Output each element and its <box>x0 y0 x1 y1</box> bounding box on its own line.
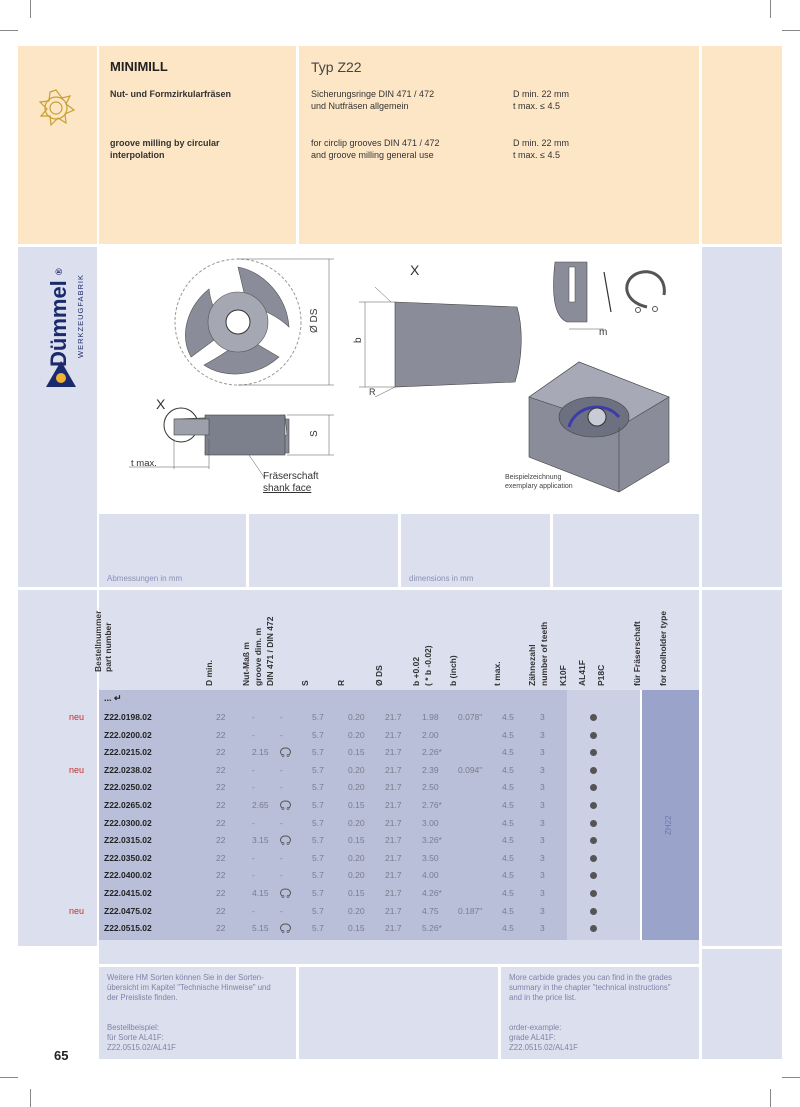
application-block <box>529 362 669 492</box>
tmax-1: t max. ≤ 4.5 <box>513 101 560 111</box>
circlip-icon <box>280 800 291 812</box>
cell-s: 5.7 <box>312 817 324 828</box>
cell-s: 5.7 <box>312 870 324 881</box>
table-row <box>100 762 640 780</box>
table-row <box>100 867 640 885</box>
footer-en-ex-2: grade AL41F: <box>509 1033 556 1042</box>
header-right-panel <box>702 46 782 244</box>
cell-m2: - <box>280 729 283 740</box>
cell-b: 4.75 <box>422 905 439 916</box>
caption-cell <box>553 514 699 587</box>
cell-r: 0.20 <box>348 852 365 863</box>
cell-dmin: 22 <box>216 852 226 863</box>
type-title: Typ Z22 <box>311 59 362 75</box>
cell-dmin: 22 <box>216 782 226 793</box>
cell-ds: 21.7 <box>385 870 402 881</box>
cell-m: - <box>252 782 255 793</box>
dims-caption-en: dimensions in mm <box>409 574 474 583</box>
cell-m: 3.15 <box>252 835 269 846</box>
circlip-icon <box>280 747 291 759</box>
grade-al41f-dot <box>590 925 597 932</box>
cell-m: 4.15 <box>252 888 269 898</box>
cell-teeth: 3 <box>540 800 545 810</box>
cell-dmin: 22 <box>216 905 226 916</box>
cell-ds: 21.7 <box>385 764 402 775</box>
table-row <box>100 815 640 833</box>
cell-b: 2.00 <box>422 729 439 740</box>
circlip-icon <box>280 888 291 900</box>
cell-b: 3.00 <box>422 817 439 828</box>
header-ds: Ø DS <box>374 665 384 686</box>
cell-pn: Z22.0475.02 <box>104 905 152 916</box>
grade-al41f-dot <box>590 784 597 791</box>
cell-s: 5.7 <box>312 852 324 863</box>
cutter-side-view <box>129 408 334 477</box>
cell-pn: Z22.0238.02 <box>104 764 152 775</box>
cell-ds: 21.7 <box>385 729 402 740</box>
cell-teeth: 3 <box>540 764 545 775</box>
caption-cell <box>401 514 550 587</box>
grade-al41f-dot <box>590 837 597 844</box>
detail-x-view <box>359 287 521 397</box>
cell-b: 4.26* <box>422 888 442 898</box>
table-header <box>93 590 699 690</box>
cell-m2: - <box>280 817 283 828</box>
footer-de-1: Weitere HM Sorten können Sie in der Sorten- <box>107 973 264 982</box>
dmin-2: D min. 22 mm <box>513 138 570 148</box>
cell-b: 2.39 <box>422 764 439 775</box>
cell-teeth: 3 <box>540 905 545 916</box>
cell-m2: - <box>280 905 283 916</box>
cell-s: 5.7 <box>312 747 324 758</box>
grade-al41f-dot <box>590 855 597 862</box>
table-row <box>100 885 640 903</box>
cell-s: 5.7 <box>312 923 324 934</box>
cell-pn: Z22.0198.02 <box>104 712 152 722</box>
cell-pn: Z22.0265.02 <box>104 800 152 810</box>
cell-b: 4.00 <box>422 870 439 881</box>
cell-ds: 21.7 <box>385 905 402 916</box>
header-b-2: ( * b -0.02) <box>423 645 433 686</box>
cell-tmax: 4.5 <box>502 764 514 775</box>
header-partnum-en: part number <box>103 622 113 672</box>
table-right-panel <box>702 590 782 946</box>
cell-r: 0.15 <box>348 747 365 758</box>
crop-mark <box>0 30 18 31</box>
cell-tmax: 4.5 <box>502 870 514 881</box>
footer-de-ex-3: Z22.0515.02/AL41F <box>107 1043 176 1052</box>
cell-pn: Z22.0515.02 <box>104 923 152 934</box>
table-row <box>100 832 640 850</box>
table-prefix: ... ↵ <box>104 693 122 703</box>
cell-teeth: 3 <box>540 729 545 740</box>
grade-al41f-dot <box>590 908 597 915</box>
label-tmax: t max. <box>131 458 157 469</box>
header-groove-3: DIN 471 / DIN 472 <box>265 616 275 686</box>
cell-tmax: 4.5 <box>502 923 514 934</box>
footer-de-3: der Preisliste finden. <box>107 993 178 1002</box>
cell-dmin: 22 <box>216 712 226 722</box>
footer-en <box>501 967 699 1059</box>
cell-b: 2.26* <box>422 747 442 758</box>
footer-en-ex-1: order-example: <box>509 1023 562 1032</box>
cell-pn: Z22.0215.02 <box>104 747 152 758</box>
technical-drawing <box>99 247 699 512</box>
cell-m: - <box>252 729 255 740</box>
cell-m: - <box>252 764 255 775</box>
cell-s: 5.7 <box>312 800 324 810</box>
dims-caption-de: Abmessungen in mm <box>107 574 183 583</box>
cell-m2: - <box>280 852 283 863</box>
table-row <box>100 850 640 868</box>
cell-b: 5.26* <box>422 923 442 934</box>
cell-ds: 21.7 <box>385 888 402 898</box>
crop-mark <box>30 0 31 18</box>
cell-dmin: 22 <box>216 764 226 775</box>
table-row <box>100 903 640 921</box>
dmin-1: D min. 22 mm <box>513 89 570 99</box>
cell-dmin: 22 <box>216 800 226 810</box>
cell-r: 0.20 <box>348 729 365 740</box>
de-use-1: Sicherungsringe DIN 471 / 472 <box>311 89 435 99</box>
label-m: m <box>599 327 608 338</box>
cell-s: 5.7 <box>312 905 324 916</box>
cell-tmax: 4.5 <box>502 888 514 898</box>
cell-dmin: 22 <box>216 923 226 934</box>
grade-al41f-dot <box>590 890 597 897</box>
cell-tmax: 4.5 <box>502 747 514 758</box>
cell-binch: 0.078" <box>458 712 483 722</box>
cell-dmin: 22 <box>216 729 226 740</box>
cell-m2: - <box>280 782 283 793</box>
header-icon-panel <box>18 46 97 244</box>
cell-ds: 21.7 <box>385 923 402 934</box>
header-p18c: P18C <box>596 664 606 686</box>
crop-mark <box>782 30 800 31</box>
label-shank-en: shank face <box>263 483 312 494</box>
cell-teeth: 3 <box>540 782 545 793</box>
label-x-detail: X <box>410 262 420 278</box>
table-row <box>100 779 640 797</box>
circlip-icon <box>280 923 291 935</box>
milling-cutter-icon <box>18 46 97 244</box>
label-r: R <box>369 387 376 397</box>
header-r: R <box>336 679 346 686</box>
table-row <box>100 920 640 938</box>
de-use-2: und Nutfräsen allgemein <box>311 101 409 111</box>
de-description: Nut- und Formzirkularfräsen <box>110 89 232 99</box>
holder-column <box>642 690 699 940</box>
cell-r: 0.20 <box>348 712 365 722</box>
cell-b: 3.26* <box>422 835 442 846</box>
cell-pn: Z22.0350.02 <box>104 852 152 863</box>
product-title: MINIMILL <box>110 59 168 74</box>
crop-mark <box>770 0 771 18</box>
header-groove-2: groove dim. m <box>253 627 263 686</box>
cell-r: 0.15 <box>348 888 365 898</box>
cell-m: 2.65 <box>252 800 269 810</box>
circlip-icon <box>627 272 665 313</box>
cell-m2: - <box>280 712 283 722</box>
cell-pn: Z22.0315.02 <box>104 835 152 846</box>
table-spacer <box>99 940 699 964</box>
cell-teeth: 3 <box>540 852 545 863</box>
cell-b: 3.50 <box>422 852 439 863</box>
cell-pn: Z22.0400.02 <box>104 870 152 881</box>
cell-tmax: 4.5 <box>502 800 514 810</box>
cell-m: - <box>252 712 255 722</box>
header-b-1: b +0.02 <box>411 656 421 686</box>
cell-r: 0.20 <box>348 817 365 828</box>
cell-ds: 21.7 <box>385 800 402 810</box>
cell-dmin: 22 <box>216 835 226 846</box>
cell-r: 0.20 <box>348 905 365 916</box>
header-type-panel <box>299 46 699 244</box>
header-desc-panel <box>99 46 296 244</box>
cell-m: 5.15 <box>252 923 269 934</box>
new-badge: neu <box>68 764 84 775</box>
cell-teeth: 3 <box>540 923 545 934</box>
cell-m: - <box>252 870 255 881</box>
cell-pn: Z22.0300.02 <box>104 817 152 828</box>
cell-m: 2.15 <box>252 747 269 758</box>
cell-binch: 0.094" <box>458 764 483 775</box>
cell-tmax: 4.5 <box>502 835 514 846</box>
cell-r: 0.15 <box>348 923 365 934</box>
cell-ds: 21.7 <box>385 817 402 828</box>
header-teeth-1: Zähnezahl <box>527 644 537 686</box>
brand-registered: ® <box>54 268 64 275</box>
header-s: S <box>300 680 310 686</box>
cell-m2: - <box>280 870 283 881</box>
header-partnum-de: Bestellnummer <box>93 610 103 672</box>
footer-right <box>702 949 782 1059</box>
cell-b: 1.98 <box>422 712 439 722</box>
cell-r: 0.20 <box>348 782 365 793</box>
caption-cell <box>99 514 246 587</box>
cell-m: - <box>252 905 255 916</box>
cell-r: 0.15 <box>348 835 365 846</box>
cell-r: 0.20 <box>348 870 365 881</box>
cell-m2: - <box>280 764 283 775</box>
label-example-en: exemplary application <box>505 483 573 490</box>
header-holder-en: for toolholder type <box>658 610 668 686</box>
right-panel-2 <box>702 247 782 587</box>
cell-dmin: 22 <box>216 817 226 828</box>
cell-s: 5.7 <box>312 835 324 846</box>
cell-s: 5.7 <box>312 782 324 793</box>
cell-teeth: 3 <box>540 835 545 846</box>
footer-de-ex-1: Bestellbeispiel: <box>107 1023 160 1032</box>
crop-mark <box>0 1077 18 1078</box>
cell-pn: Z22.0250.02 <box>104 782 152 793</box>
cell-teeth: 3 <box>540 870 545 881</box>
cell-teeth: 3 <box>540 747 545 758</box>
cell-tmax: 4.5 <box>502 729 514 740</box>
footer-en-1: More carbide grades you can find in the grades <box>509 973 672 982</box>
label-x-left: X <box>156 396 166 412</box>
cell-b: 2.50 <box>422 782 439 793</box>
cell-ds: 21.7 <box>385 747 402 758</box>
cell-s: 5.7 <box>312 764 324 775</box>
crop-mark <box>782 1077 800 1078</box>
cell-tmax: 4.5 <box>502 712 514 722</box>
header-groove-1: Nut-Maß m <box>241 642 251 686</box>
holder-value: ZH22 <box>664 815 673 835</box>
cell-tmax: 4.5 <box>502 817 514 828</box>
cell-ds: 21.7 <box>385 782 402 793</box>
cell-tmax: 4.5 <box>502 852 514 863</box>
label-s: S <box>309 430 320 437</box>
caption-cell <box>249 514 398 587</box>
crop-mark <box>30 1089 31 1107</box>
groove-section <box>554 262 612 329</box>
cell-dmin: 22 <box>216 888 226 898</box>
cell-m: - <box>252 852 255 863</box>
grade-al41f-dot <box>590 820 597 827</box>
cell-ds: 21.7 <box>385 852 402 863</box>
grade-al41f-dot <box>590 732 597 739</box>
page-number: 65 <box>54 1048 69 1063</box>
header-teeth-2: number of teeth <box>539 621 549 686</box>
footer-en-2: summary in the chapter "technical instructions" <box>509 983 671 992</box>
cell-r: 0.20 <box>348 764 365 775</box>
new-badge: neu <box>68 712 84 722</box>
cell-ds: 21.7 <box>385 712 402 722</box>
cell-ds: 21.7 <box>385 835 402 846</box>
cell-s: 5.7 <box>312 888 324 898</box>
cell-pn: Z22.0200.02 <box>104 729 152 740</box>
cell-dmin: 22 <box>216 870 226 881</box>
brand-name: Dümmel <box>46 280 71 367</box>
en-use-1: for circlip grooves DIN 471 / 472 <box>311 138 440 148</box>
header-binch: b (inch) <box>448 655 458 686</box>
label-shank-de: Fräserschaft <box>263 471 319 482</box>
footer-mid <box>299 967 498 1059</box>
table-row <box>100 797 640 815</box>
cell-pn: Z22.0415.02 <box>104 888 152 898</box>
grade-al41f-dot <box>590 749 597 756</box>
table-row <box>100 727 640 745</box>
header-dmin: D min. <box>204 660 214 686</box>
cell-tmax: 4.5 <box>502 782 514 793</box>
footer-en-3: and in the price list. <box>509 993 577 1002</box>
footer-de <box>99 967 296 1059</box>
circlip-icon <box>280 835 291 847</box>
grade-al41f-dot <box>590 802 597 809</box>
cell-binch: 0.187" <box>458 905 483 916</box>
en-description: groove milling by circular interpolation <box>110 138 220 160</box>
cell-b: 2.76* <box>422 800 442 810</box>
tmax-2: t max. ≤ 4.5 <box>513 150 560 160</box>
cell-teeth: 3 <box>540 817 545 828</box>
cell-s: 5.7 <box>312 729 324 740</box>
grade-al41f-dot <box>590 872 597 879</box>
footer-en-ex-3: Z22.0515.02/AL41F <box>509 1043 578 1052</box>
header-al41f: AL41F <box>577 660 587 686</box>
table-row <box>100 744 640 762</box>
cell-tmax: 4.5 <box>502 905 514 916</box>
brand-logo-icon <box>44 359 78 391</box>
footer-de-2: übersicht im Kapitel "Technische Hinweise" und <box>107 983 271 992</box>
header-holder-de: für Fräserschaft <box>632 621 642 686</box>
brand-subtitle: WERKZEUGFABRIK <box>76 273 85 358</box>
crop-mark <box>770 1089 771 1107</box>
en-use-2: and groove milling general use <box>311 150 434 160</box>
table-row <box>100 709 640 727</box>
cell-teeth: 3 <box>540 712 545 722</box>
grade-al41f-dot <box>590 767 597 774</box>
cell-teeth: 3 <box>540 888 545 898</box>
new-badge: neu <box>68 905 84 916</box>
grade-al41f-dot <box>590 714 597 721</box>
label-b: b <box>353 337 364 343</box>
cell-m: - <box>252 817 255 828</box>
label-example-de: Beispielzeichnung <box>505 474 562 481</box>
header-k10f: K10F <box>558 665 568 686</box>
footer-de-ex-2: für Sorte AL41F: <box>107 1033 164 1042</box>
header-tmax: t max. <box>492 661 502 686</box>
brand-panel <box>18 247 97 587</box>
label-ds: Ø DS <box>309 308 320 333</box>
cell-s: 5.7 <box>312 712 324 722</box>
cell-r: 0.15 <box>348 800 365 810</box>
cell-dmin: 22 <box>216 747 226 758</box>
